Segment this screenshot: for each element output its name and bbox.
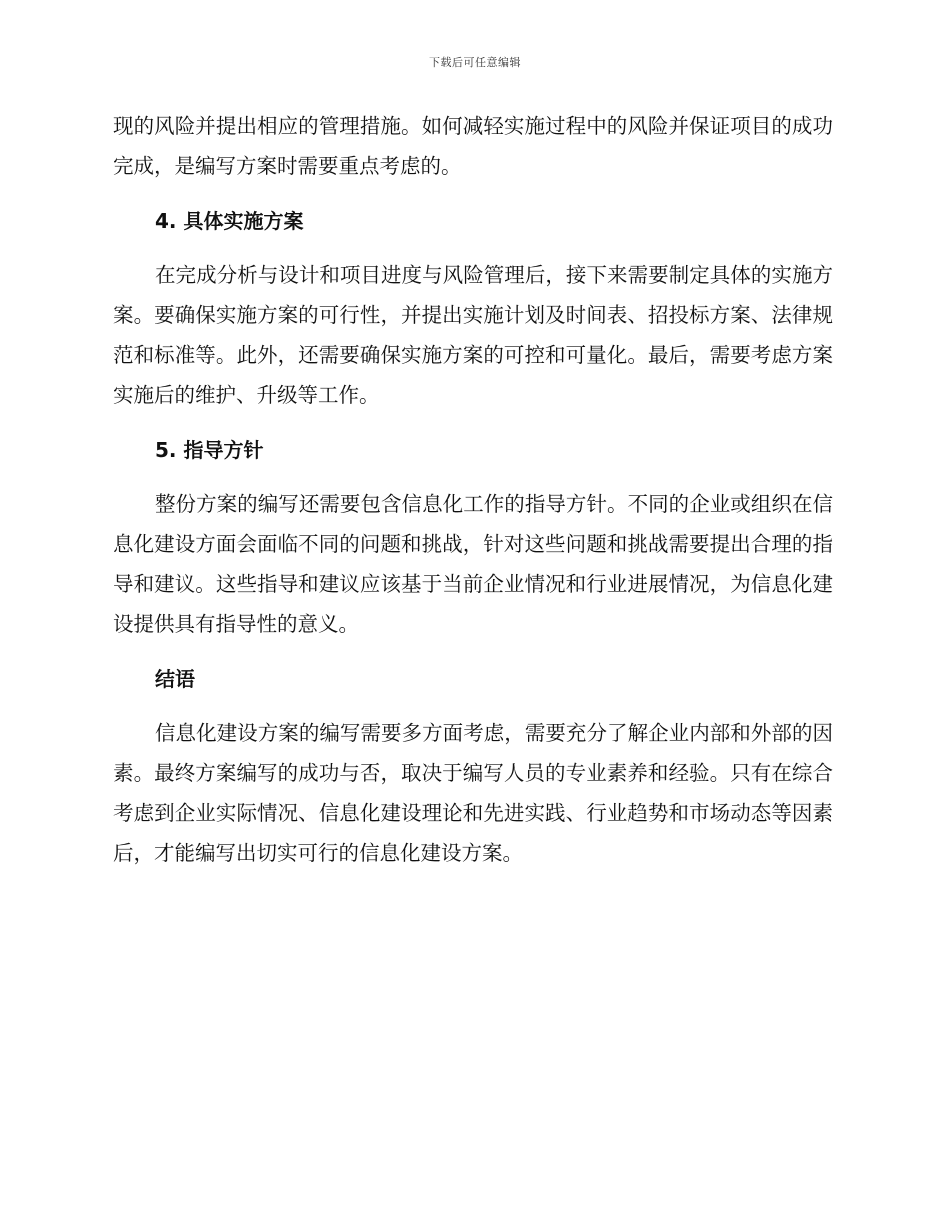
- heading-conclusion: 结语: [155, 667, 195, 691]
- heading-guiding-principles: 5. 指导方针: [155, 438, 264, 462]
- heading-implementation-plan: 4. 具体实施方案: [155, 209, 304, 233]
- paragraph-implementation-plan: 在完成分析与设计和项目进度与风险管理后，接下来需要制定具体的实施方案。要确保实施方案的可行性，并提出实施计划及时间表、招投标方案、法律规范和标准等。此外，还需要确保实施方案的可控和可量化。最后，需要考虑方案实施后的维护、升级等工作。: [113, 263, 833, 407]
- paragraph-risk-continuation: 现的风险并提出相应的管理措施。如何减轻实施过程中的风险并保证项目的成功完成，是编写方案时需要重点考虑的。: [113, 114, 833, 178]
- document-body: [113, 106, 833, 873]
- paragraph-conclusion: 信息化建设方案的编写需要多方面考虑，需要充分了解企业内部和外部的因素。最终方案编写的成功与否，取决于编写人员的专业素养和经验。只有在综合考虑到企业实际情况、信息化建设理论和先进实践、行业趋势和市场动态等因素后，才能编写出切实可行的信息化建设方案。: [113, 721, 833, 865]
- paragraph-guiding-principles: 整份方案的编写还需要包含信息化工作的指导方针。不同的企业或组织在信息化建设方面会面临不同的问题和挑战，针对这些问题和挑战需要提出合理的指导和建议。这些指导和建议应该基于当前企业情况和行业进展情况，为信息化建设提供具有指导性的意义。: [113, 492, 833, 636]
- page-header: 下载后可任意编辑: [429, 56, 521, 69]
